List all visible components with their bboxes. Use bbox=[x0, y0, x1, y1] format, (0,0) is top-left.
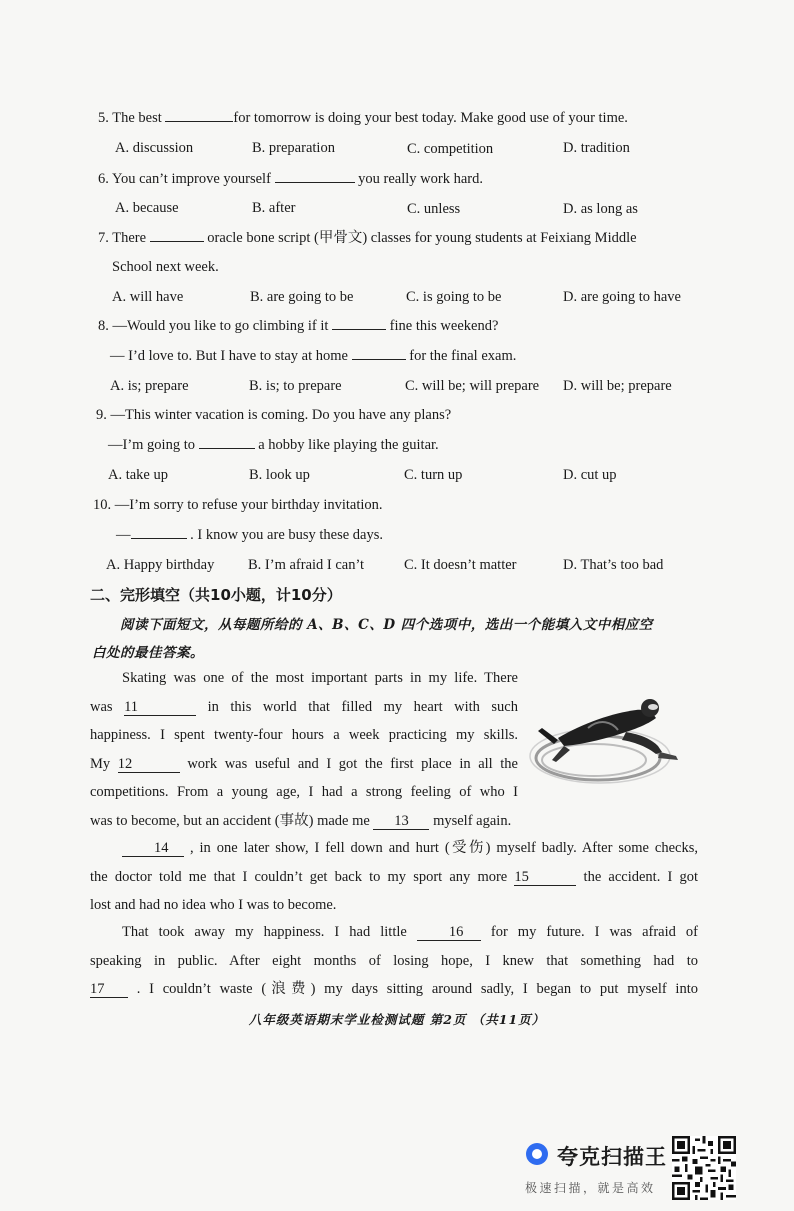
cloze-blank-15: 15 bbox=[514, 869, 576, 886]
option-d: D. tradition bbox=[563, 140, 630, 156]
answer-blank bbox=[199, 448, 255, 449]
page-footer: 八年级英语期末学业检测试题 第2页 （共11页） bbox=[248, 1012, 546, 1027]
cloze-blank-12: 12 bbox=[118, 756, 180, 773]
option-b: B. preparation bbox=[252, 140, 335, 156]
option-a: A. because bbox=[115, 200, 179, 216]
section-title: 二、完形填空（共10小题，计10分） bbox=[90, 586, 342, 604]
cloze-blank-11: 11 bbox=[124, 699, 196, 716]
question-9-reply: —I’m going to a hobby like playing the guitar. bbox=[108, 437, 439, 453]
cloze-blank-14: 14 bbox=[122, 840, 184, 857]
passage-paragraph-1: Skating was one of the most important parts in my life. There was 11 in this world that filled my heart with such happiness. I spent twenty-four hours a week practicing my skills. My 12 work was useful and I got the first place in all the competitions. From a young age, I had a strong feeling of who I was to become, but an accident (事故) made me 13 myself again. bbox=[90, 670, 518, 829]
question-8-stem: 8. —Would you like to go climbing if it fine this weekend? bbox=[98, 318, 499, 334]
option-d: D. cut up bbox=[563, 467, 617, 483]
question-7-stem-cont: School next week. bbox=[112, 259, 219, 275]
answer-blank bbox=[131, 538, 187, 539]
scanner-logo-icon bbox=[526, 1143, 548, 1165]
question-10-reply: — . I know you are busy these days. bbox=[116, 527, 384, 543]
speed-skater-illustration bbox=[528, 688, 704, 786]
section-instruction-cont: 白处的最佳答案。 bbox=[92, 645, 204, 661]
cloze-blank-17: 17 bbox=[90, 981, 128, 998]
answer-blank bbox=[150, 241, 204, 242]
option-c: C. is going to be bbox=[406, 289, 502, 305]
answer-blank bbox=[275, 182, 355, 183]
option-b: B. look up bbox=[249, 467, 310, 483]
option-a: A. discussion bbox=[115, 140, 194, 156]
option-d: D. as long as bbox=[563, 201, 638, 217]
option-b: B. are going to be bbox=[250, 289, 354, 305]
section-instruction: 阅读下面短文，从每题所给的 A、B、C、D 四个选项中，选出一个能填入文中相应空 bbox=[120, 617, 653, 633]
cloze-blank-16: 16 bbox=[417, 924, 481, 941]
option-b: B. is; to prepare bbox=[249, 378, 342, 394]
option-b: B. I’m afraid I can’t bbox=[248, 557, 365, 573]
answer-blank bbox=[352, 359, 406, 360]
option-c: C. will be; will prepare bbox=[405, 378, 540, 394]
option-a: A. take up bbox=[108, 467, 168, 483]
option-a: A. Happy birthday bbox=[106, 557, 215, 573]
option-d: D. are going to have bbox=[563, 289, 681, 305]
option-a: A. will have bbox=[112, 289, 184, 305]
option-c: C. unless bbox=[407, 201, 461, 217]
question-7-stem: 7. There oracle bone script (甲骨文) classes for young students at Feixiang Middle bbox=[98, 230, 637, 246]
option-a: A. is; prepare bbox=[110, 378, 189, 394]
brand-name: 夸克扫描王 bbox=[557, 1145, 667, 1169]
passage-paragraph-3: That took away my happiness. I had little 16 for my future. I was afraid of speaking in public. After eight months of losing hope, I knew that something had to 17 . I couldn’t waste (浪费) my days sitting around sadly, I began to put myself into bbox=[90, 924, 698, 998]
question-9-stem: 9. —This winter vacation is coming. Do you have any plans? bbox=[96, 407, 452, 423]
option-c: C. competition bbox=[407, 141, 494, 157]
option-c: C. It doesn’t matter bbox=[404, 557, 517, 573]
question-5-stem: 5. The best for tomorrow is doing your best today. Make good use of your time. bbox=[98, 110, 628, 126]
question-6-stem: 6. You can’t improve yourself you really work hard. bbox=[98, 171, 483, 187]
answer-blank bbox=[165, 121, 233, 122]
brand-slogan: 极速扫描，就是高效 bbox=[525, 1181, 656, 1195]
cloze-blank-13: 13 bbox=[373, 813, 429, 830]
scanner-watermark bbox=[523, 1139, 669, 1201]
option-c: C. turn up bbox=[404, 467, 463, 483]
option-d: D. will be; prepare bbox=[563, 378, 672, 394]
question-8-reply: — I’d love to. But I have to stay at home for the final exam. bbox=[110, 348, 517, 364]
answer-blank bbox=[332, 329, 386, 330]
option-d: D. That’s too bad bbox=[563, 557, 664, 573]
qr-code-icon bbox=[672, 1136, 736, 1200]
option-b: B. after bbox=[252, 200, 296, 216]
passage-paragraph-2: 14 , in one later show, I fell down and hurt (受伤) myself badly. After some checks, the doctor told me that I couldn’t get back to my sport any more 15 the accident. I got lost and had no idea who I was to become. bbox=[90, 840, 698, 914]
question-10-stem: 10. —I’m sorry to refuse your birthday invitation. bbox=[93, 497, 383, 513]
